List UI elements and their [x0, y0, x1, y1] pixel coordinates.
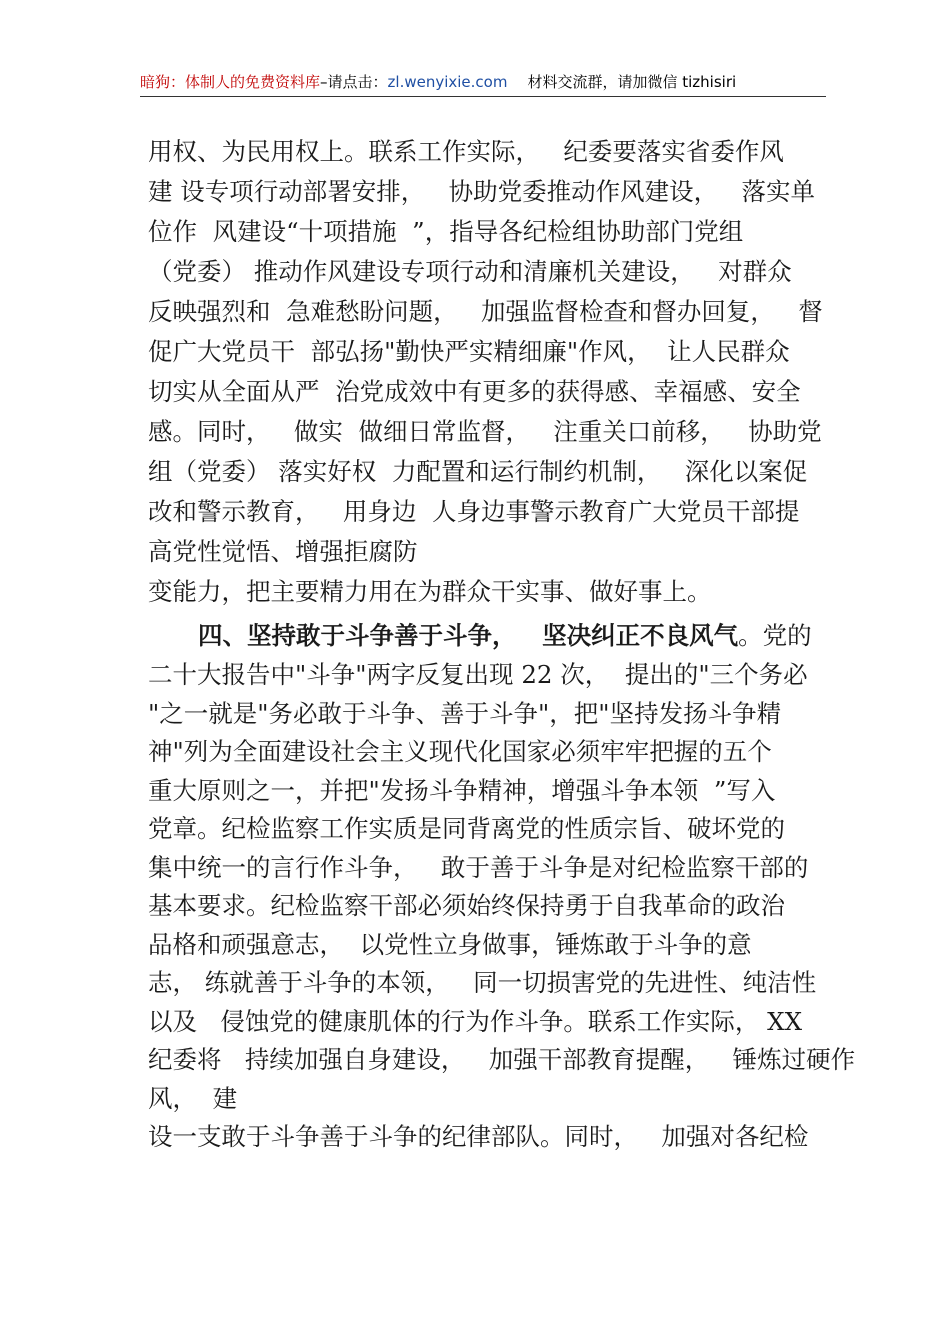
header-ad-text: 暗狗：体制人的免费资料库 — [140, 73, 321, 91]
text-line: 纪委将 持续加强自身建设， 加强干部教育提醒， 锤炼过硬作 — [148, 1045, 856, 1074]
text-line: 设一支敢于斗争善于斗争的纪律部队。同时， 加强对各纪检 — [148, 1122, 809, 1151]
text-line: 基本要求。纪检监察干部必须始终保持勇于自我革命的政治 — [148, 891, 785, 920]
text-line: 重大原则之一，并把"发扬斗争精神，增强斗争本领 ”写入 — [148, 775, 776, 805]
text-line: 风， 建 — [148, 1083, 238, 1113]
text-line: 切实从全面从严 治党成效中有更多的获得感、幸福感、安全 — [148, 377, 801, 406]
text-line: 改和警示教育， 用身边 人身边事警示教育广大党员干部提 — [148, 497, 800, 526]
text-line: 促广大党员干 部弘扬"勤快严实精细廉"作风， 让人民群众 — [148, 337, 790, 366]
text-line: 位作 风建设“十项措施 ”，指导各纪检组协助部门党组 — [148, 217, 744, 246]
text-line: "之一就是"务必敢于斗争、善于斗争"，把"坚持发扬斗争精 — [148, 698, 782, 728]
section-heading-tail: 。党的 — [738, 621, 812, 650]
text-line: 品格和顽强意志， 以党性立身做事，锤炼敢于斗争的意 — [148, 929, 752, 959]
text-line: 以及 侵蚀党的健康肌体的行为作斗争。联系工作实际， XX — [148, 1006, 803, 1036]
page-header — [140, 70, 826, 97]
section-heading-line — [148, 616, 838, 656]
text-line: 组（党委） 落实好权 力配置和运行制约机制， 深化以案促 — [148, 457, 808, 486]
text-line: 党章。纪检监察工作实质是同背离党的性质宗旨、破坏党的 — [148, 814, 785, 843]
header-group-text: 材料交流群，请加微信 tizhisiri — [527, 73, 737, 91]
text-line: 神"列为全面建设社会主义现代化国家必须牢牢把握的五个 — [148, 737, 772, 766]
text-line: 变能力，把主要精力用在为群众干实事、做好事上。 — [148, 577, 712, 606]
header-click-text: –请点击： — [320, 73, 388, 91]
section-paragraph — [148, 656, 856, 1157]
text-line: 建 设专项行动部署安排， 协助党委推动作风建设， 落实单 — [148, 177, 816, 206]
text-line: 反映强烈和 急难愁盼问题， 加强监督检查和督办回复， 督 — [148, 297, 823, 326]
text-line: 集中统一的言行作斗争， 敢于善于斗争是对纪检监察干部的 — [148, 852, 809, 882]
text-line: 用权、为民用权上。联系工作实际， 纪委要落实省委作风 — [148, 137, 784, 166]
text-line: 二十大报告中"斗争"两字反复出现 22 次， 提出的"三个务必 — [148, 660, 808, 689]
section-heading: 四、坚持敢于斗争善于斗争， 坚决纠正不良风气 — [198, 621, 739, 650]
document-body — [148, 132, 856, 1157]
text-line: 感。同时， 做实 做细日常监督， 注重关口前移， 协助党 — [148, 417, 822, 446]
header-url-link[interactable]: zl.wenyixie.com — [387, 73, 508, 91]
text-line: 高党性觉悟、增强拒腐防 — [148, 537, 418, 566]
text-line: （党委） 推动作风建设专项行动和清廉机关建设， 对群众 — [148, 257, 792, 286]
text-line: 志， 练就善于斗争的本领， 同一切损害党的先进性、纯洁性 — [148, 968, 817, 997]
